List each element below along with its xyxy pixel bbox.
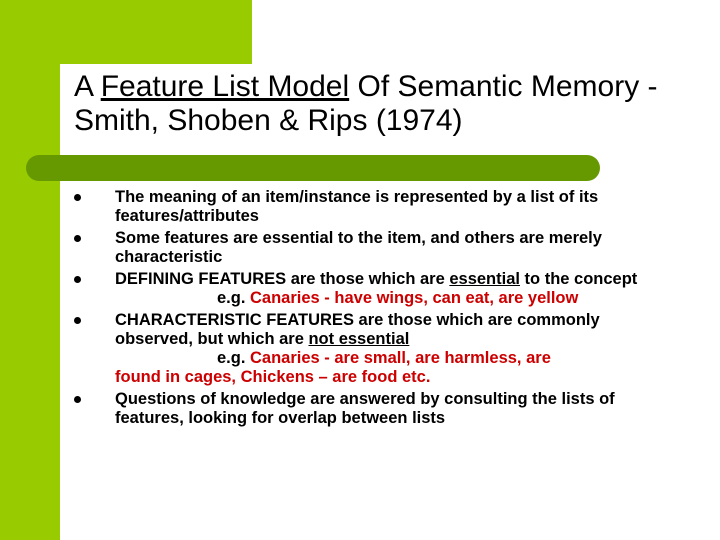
bullet-text-5: Questions of knowledge are answered by consulting the lists of features, looking for overlap between lists xyxy=(115,390,615,427)
bullet-item-4 xyxy=(74,311,674,387)
slide-title xyxy=(74,70,694,138)
bullet-item-1 xyxy=(74,188,674,226)
bullet-dot-icon xyxy=(74,396,81,403)
bullet-list xyxy=(74,188,674,431)
bullet-item-3 xyxy=(74,270,674,308)
example-line-3 xyxy=(115,289,674,308)
example-red-4a: Canaries - are small, are harmless, are xyxy=(250,349,551,367)
example-red-4b: found in cages, Chickens – are food etc. xyxy=(115,368,431,386)
bullet-dot-icon xyxy=(74,194,81,201)
bullet-dot-icon xyxy=(74,235,81,242)
example-red-3: Canaries - have wings, can eat, are yellow xyxy=(250,289,579,307)
bullet-text-4a: CHARACTERISTIC FEATURES are those which are commonly observed, but which are xyxy=(115,311,600,348)
example-lead-3: e.g. xyxy=(217,289,251,307)
bullet-text-3b: to the concept xyxy=(519,270,638,288)
title-divider-bar xyxy=(26,155,600,181)
example-line-4 xyxy=(115,349,674,368)
bullet-text-4-underlined: not essential xyxy=(308,330,410,348)
bullet-text-3a: DEFINING FEATURES are those which are xyxy=(115,270,450,288)
bullet-text-3-underlined: essential xyxy=(449,270,520,288)
bullet-item-2 xyxy=(74,229,674,267)
bullet-dot-icon xyxy=(74,317,81,324)
bullet-item-5 xyxy=(74,390,674,428)
bullet-text-1: The meaning of an item/instance is represented by a list of its features/attributes xyxy=(115,188,599,225)
decorative-green-sidebar xyxy=(0,0,60,540)
title-prefix: A xyxy=(74,70,101,103)
bullet-dot-icon xyxy=(74,276,81,283)
example-lead-4: e.g. xyxy=(217,349,251,367)
bullet-text-2: Some features are essential to the item, and others are merely characteristic xyxy=(115,229,602,266)
title-underlined: Feature List Model xyxy=(100,70,350,103)
title-suffix: Of Semantic Memory - Smith, Shoben & Rips (1974) xyxy=(74,70,658,137)
